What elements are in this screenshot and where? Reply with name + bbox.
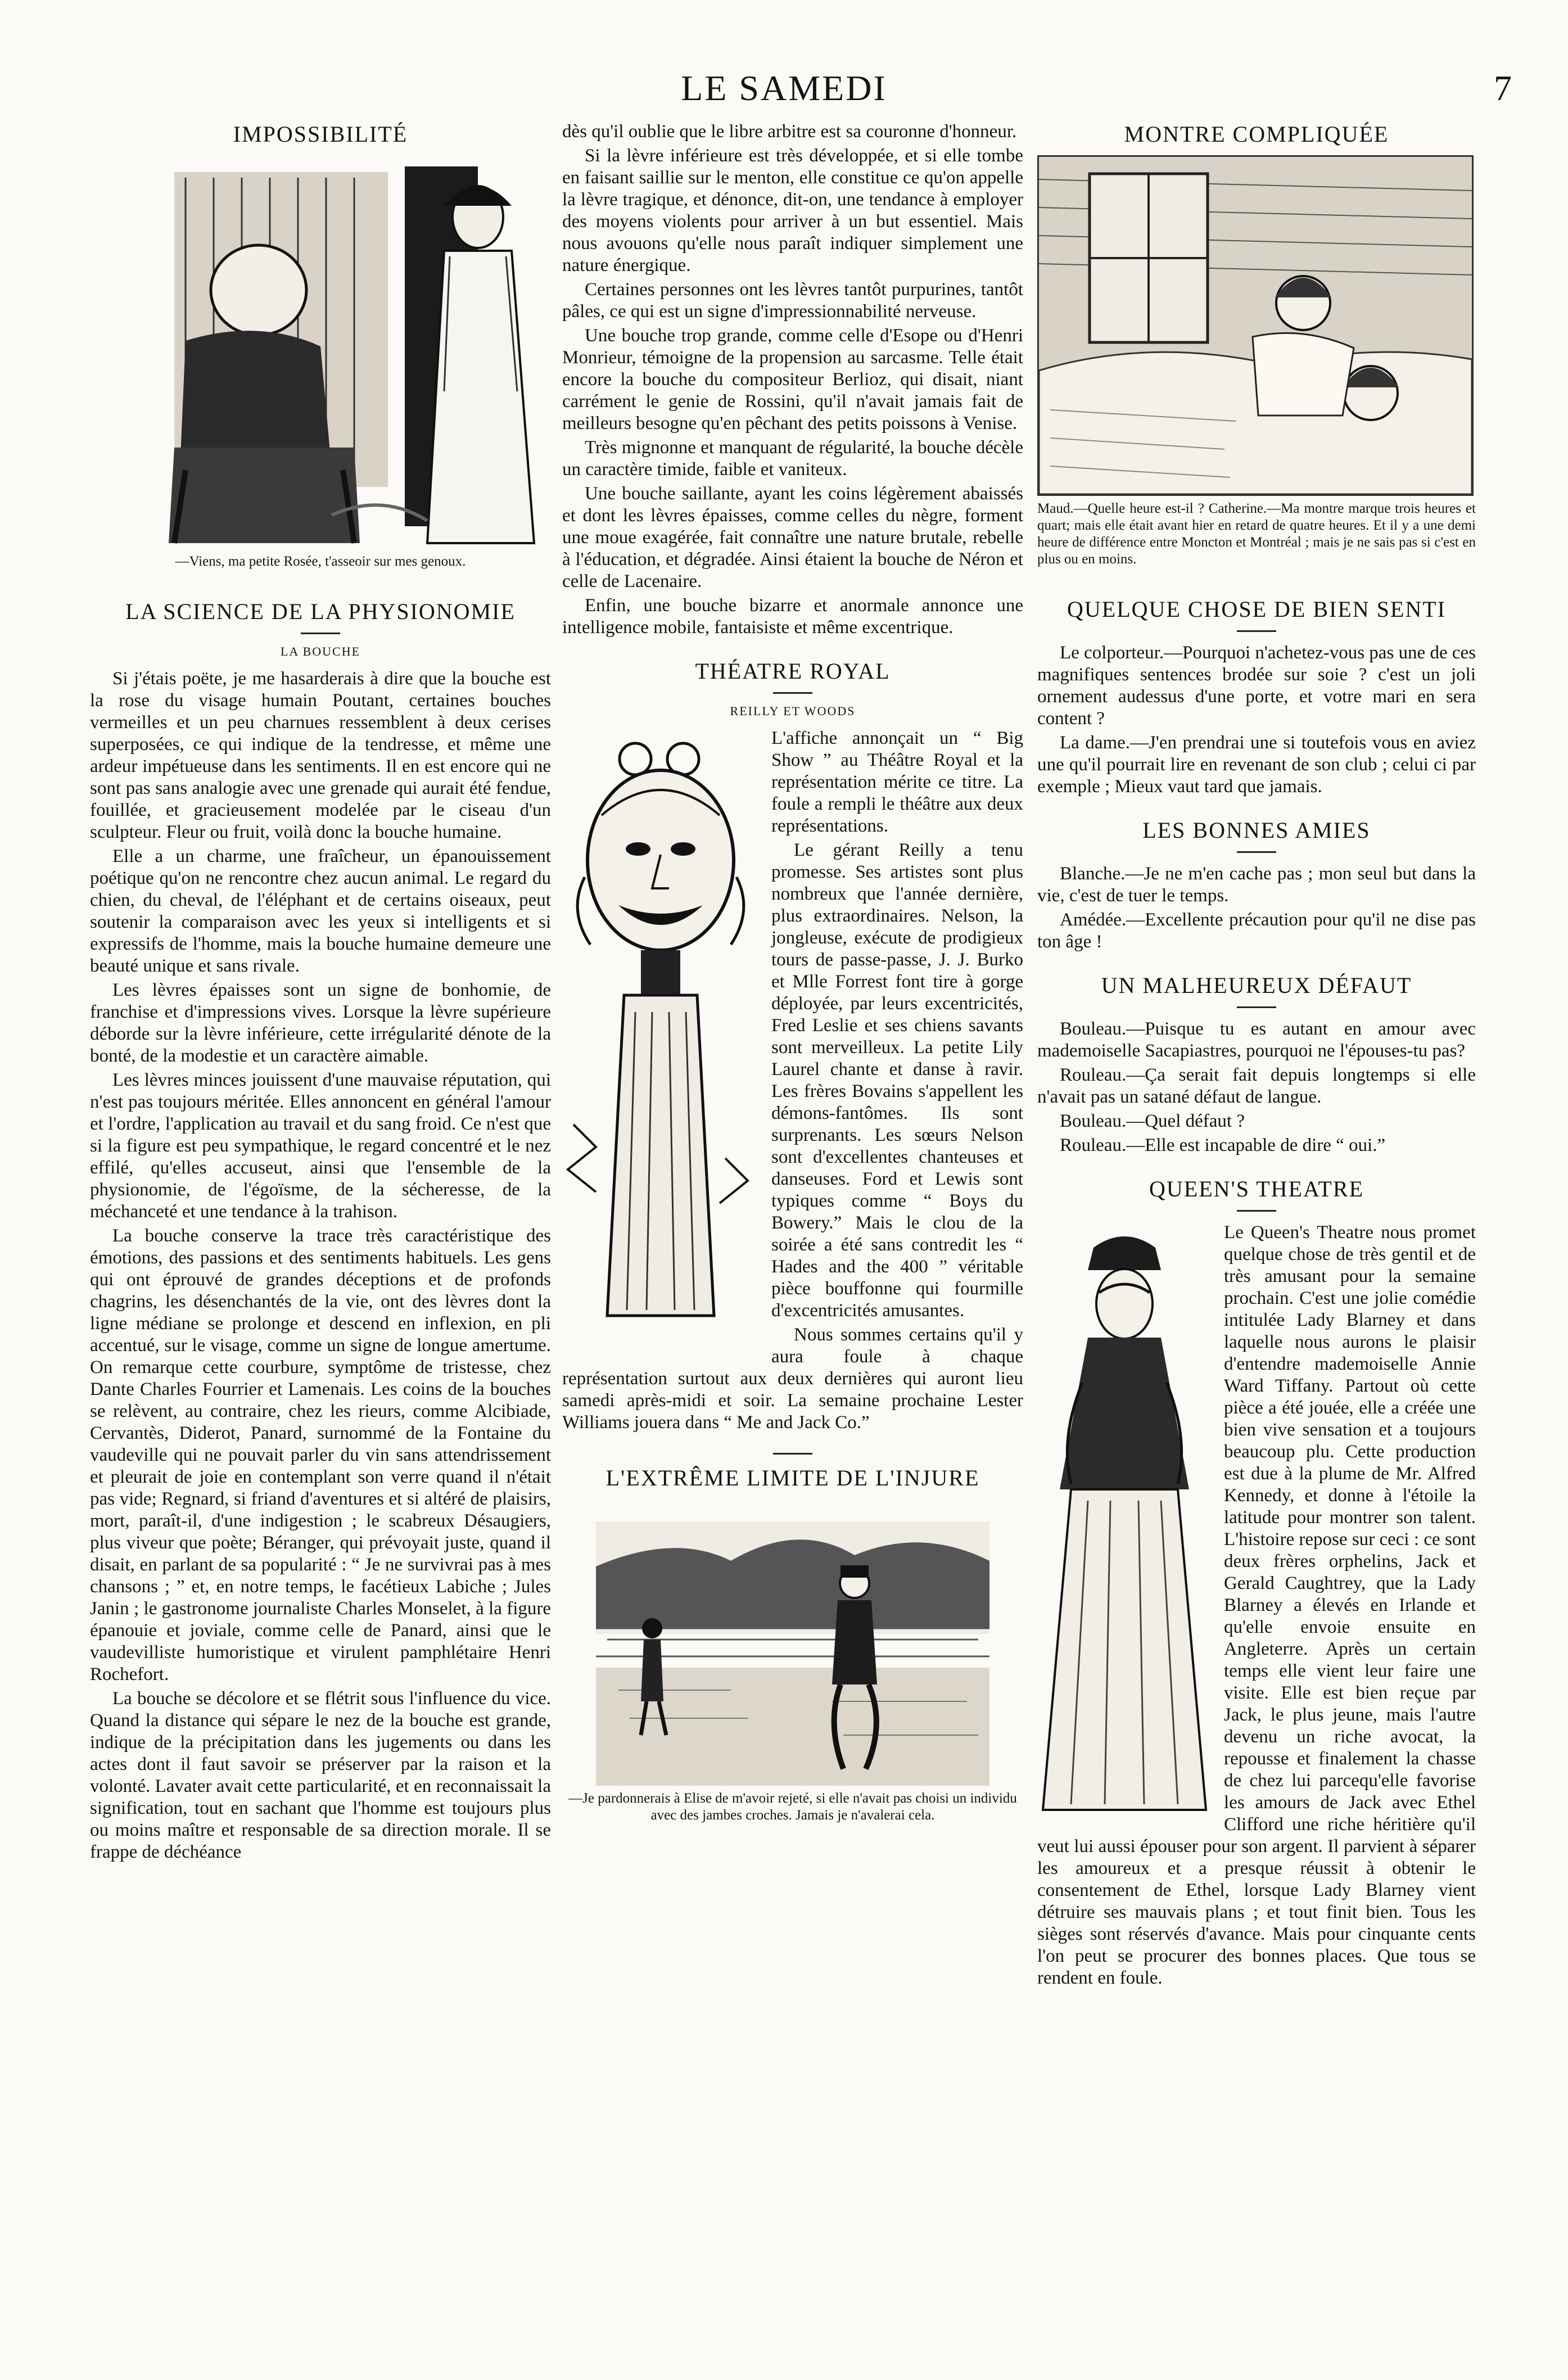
science-paragraph-3: Les lèvres épaisses sont un signe de bonhomie, de franchise et d'impressions vives. Lorsque la lèvre supérieure déborde sur la lèvre inférieure, cette irrégularité dénote de la bonté, de la modestie et un caractère aimable. [90,980,551,1066]
science-continued-5: Très mignonne et manquant de régularité, la bouche décèle un caractère timide, faible et vaniteux. [562,437,1023,480]
injure-illustration [562,1499,1023,1786]
theatre-royal-subheading: REILLY ET WOODS [730,704,856,718]
science-continued-2: Si la lèvre inférieure est très développée, et si elle tombe en faisant saillie sur le menton, elle constitue ce qu'on appelle la lèvre tragique, et dénonce, dit-on, une tendance à employer des moyens violents pour arriver à un but essentiel. Mais nous avouons qu'elle nous paraît indiquer simplement une nature énergique. [562,146,1023,276]
bonnes-amies-paragraph-1: Blanche.—Je ne m'en cache pas ; mon seul but dans la vie, c'est de tuer le temps. [1037,864,1476,906]
science-paragraph-6: La bouche se décolore et se flétrit sous l'influence du vice. Quand la distance qui sépare le nez de la bouche est grande, indique de la précipitation dans les jugements ou dans les actes dont il faut savoir se préserver par la raison et la volonté. Lavater avait cette particularité, et en reconnaissait la signification, tout en sachant que l'homme est toujours plus ou moins maître et responsable de sa direction morale. Il se frappe de déchéance [90,1688,551,1862]
bonnes-amies-paragraph-2: Amédée.—Excellente précaution pour qu'il ne dise pas ton âge ! [1037,910,1476,952]
heading-rule [301,633,340,634]
theatre-royal-body [562,728,1023,1436]
science-paragraph-2: Elle a un charme, une fraîcheur, un épanouissement poétique qu'on ne rencontre chez aucun animal. Le regard du chien, du cheval, de l'éléphant et de certains oiseaux, peut soutenir la comparaison avec les yeux si intelligents et si expressifs de l'homme, mais la bouche humaine demeure une beauté unique et sans rivale. [90,846,551,976]
science-paragraph-4: Les lèvres minces jouissent d'une mauvaise réputation, qui n'est pas toujours méritée. Elles annoncent en général l'amour et l'ordre, l'application au travail et du sang froid. Ce n'est que si la figure est peu sympathique, le regard concentré et le nez effilé, qu'elles accuseut, ainsi que l'ensemble de la physionomie, de l'égoïsme, de la sécheresse, de la méchanceté et une tendance à la trahison. [90,1070,551,1222]
queens-theatre-body [1037,1222,1476,1991]
column-1 [90,121,551,1866]
heading-rule [1237,630,1276,632]
bonnes-amies-heading: LES BONNES AMIES [1142,818,1371,843]
montre-illustration [1037,155,1474,496]
science-subheading: LA BOUCHE [280,644,361,658]
impossibilite-caption: —Viens, ma petite Rosée, t'asseoir sur mes genoux. [175,554,466,569]
section-rule [773,1453,812,1455]
defaut-paragraph-4: Rouleau.—Elle est incapable de dire “ oui.” [1060,1135,1386,1155]
science-paragraph-5: La bouche conserve la trace très caractéristique des émotions, des passions et des sentiments habituels. Les gens qui ont éprouvé de grandes déceptions et de profonds chagrins, les désenchantés de la vie, ont des lèvres dont la ligne médiane se prolonge et descend en inflexion, en pli accentué, sur le visage, comme un signe de longue amertume. On remarque cette courbure, symptôme de tristesse, chez Dante Charles Fourrier et Lamenais. Les coins de la bouches se relèvent, au contraire, chez les rieurs, comme Alcibiade, Cervantès, Diderot, Panard, surnommé de la Fontaine du vaudeville qui ne pouvait parler du vin sans attendrissement et pleurait de joie en contemplant son verre quand il n'était pas vide; Regnard, si friand d'aventures et si altéré de plaisirs, mort, paraît-il, d'une indigestion ; le scabreux Désaugiers, plus viveur que poète; Béranger, qui prévoyait juste, quand il disait, en parlant de sa popularité : “ Je ne survivrai pas à mes chansons ; ” et, en notre temps, le facétieux Labiche ; Jules Janin ; le gastronome journaliste Charles Monselet, à la figure épanouie et joviale, comme celle de Panard, ainsi que le vaudevilliste humoristique et virulent pamphlétaire Henri Rochefort. [90,1226,551,1684]
montre-caption: Maud.—Quelle heure est-il ? Catherine.—Ma montre marque trois heures et quart; mais elle était avant hier en retard de quatre heures. Et il y a une demi heure de différence entre Moncton et Montréal ; mais je ne sais pas si c'est en plus ou en moins. [1037,501,1476,567]
lady-illustration [1037,1225,1212,1816]
montre-heading: MONTRE COMPLIQUÉE [1124,121,1389,147]
caricature-illustration [562,731,759,1344]
heading-rule [1237,1006,1276,1008]
page-number: 7 [1494,68,1512,108]
science-continued-7: Enfin, une bouche bizarre et anormale annonce une intelligence mobile, fantaisiste et même excentrique. [562,595,1023,638]
queens-theatre-heading: QUEEN'S THEATRE [1149,1176,1364,1202]
impossibilite-heading: IMPOSSIBILITÉ [233,121,408,147]
theatre-royal-paragraph-2: Le gérant Reilly a tenu promesse. Ses artistes sont plus nombreux que l'année dernière, plus extraordinaires. Nelson, la jongleuse, exécute de prodigieux tours de passe-passe, J. J. Burko et Mlle Forrest font tire à gorge déployée, par leurs excentricités, Fred Leslie et ses chiens savants sont merveilleux. La petite Lily Laurel chante et danse à ravir. Les frères Bovains s'appellent les démons-fantômes. Ils sont surprenants. Les sœurs Nelson sont d'excellentes chanteuses et danseuses. Ford et Lewis sont typiques comme “ Boys du Bowery.” Mais le clou de la soirée a été sans contredit les “ Hades and the 400 ” véritable pièce bouffonne qui fourmille d'excentricités amusantes. [771,840,1023,1321]
queens-theatre-paragraph: Le Queen's Theatre nous promet quelque chose de très gentil et de très amusant pour la semaine prochain. C'est une jolie comédie intitulée Lady Blarney et dans laquelle nous aurons le plaisir d'entendre mademoiselle Annie Ward Tiffany. Partout où cette pièce a été jouée, elle a créée une bien vive sensation et a toujours beaucoup plu. Cette production est due à la plume de Mr. Alfred Kennedy, et donne à l'étoile la latitude pour montrer son talent. L'histoire repose sur ceci : ce sont deux frères orphelins, Jack et Gerald Caughtrey, que la Lady Blarney a élevés en Irlande et qu'elle envoie ensuite en Angleterre. Après un certain temps elle vient leur faire une visite. Elle est bien reçue par Jack, le plus jeune, mais l'autre devenu un riche avocat, la repousse et finalement la chasse de chez lui parcequ'elle favorise les amours de Jack avec Ethel Clifford une riche héritière qu'il veut lui aussi épouser pour son argent. Il parvient à séparer les amoureux et a presque réussit à obtenir le consentement de Ethel, lorsque Lady Blarney vient détruire ses mauvais plans ; et tout finit bien. Tous les sièges sont réservés d'avance. Mais pour cinquante cents l'on peut se procurer des bonnes places. Que tous se rendent en foule. [1037,1222,1476,1988]
quelque-chose-heading: QUELQUE CHOSE DE BIEN SENTI [1067,597,1446,622]
science-continued-1: dès qu'il oublie que le libre arbitre est sa couronne d'honneur. [562,121,1017,142]
injure-caption: —Je pardonnerais à Elise de m'avoir rejeté, si elle n'avait pas choisi un individu avec des jambes croches. Jamais je n'avalerai cela. [568,1791,1017,1823]
science-heading: LA SCIENCE DE LA PHYSIONOMIE [125,599,516,624]
defaut-paragraph-1: Bouleau.—Puisque tu es autant en amour avec mademoiselle Sacapiastres, pourquoi ne l'épouses-tu pas? [1037,1019,1476,1061]
masthead-title: LE SAMEDI [681,68,887,108]
theatre-royal-paragraph-3: Nous sommes certains qu'il y aura foule à chaque représentation surtout aux deux dernières qui auront lieu samedi après-midi et soir. La semaine prochaine Lester Williams jouera dans “ Me and Jack Co.” [562,1325,1023,1433]
science-continued-3: Certaines personnes ont les lèvres tantôt purpurines, tantôt pâles, ce qui est un signe d'impressionnabilité nerveuse. [562,279,1023,322]
science-continued-4: Une bouche trop grande, comme celle d'Esope ou d'Henri Monrieur, témoigne de la propension au sarcasme. Telle était encore la bouche du compositeur Berlioz, qui disait, niant carrément le genie de Rossini, qu'il n'avait jamais fait de meilleurs besogne qu'en pêchant des petits poissons à Venise. [562,326,1023,433]
column-2 [562,121,1023,1835]
heading-rule [1237,851,1276,853]
theatre-royal-paragraph-1: L'affiche annonçait un “ Big Show ” au Théâtre Royal et la représentation mérite ce titre. La foule a rempli le théâtre aux deux représentations. [771,728,1023,836]
heading-rule [773,692,812,694]
column-3 [1037,121,1476,1991]
theatre-royal-heading: THÉATRE ROYAL [695,658,891,684]
science-continued-6: Une bouche saillante, ayant les coins légèrement abaissés et dont les lèvres épaisses, comme celles du nègre, forment une moue exagérée, fait connaître une nature brutale, rebelle à l'éducation, et dégradée. Ainsi étaient la bouche de Néron et celle de Lacenaire. [562,484,1023,591]
defaut-paragraph-2: Rouleau.—Ça serait fait depuis longtemps si elle n'avait pas un satané défaut de langue. [1037,1065,1476,1107]
science-paragraph-1: Si j'étais poëte, je me hasarderais à dire que la bouche est la rose du visage humain Poutant, certaines bouches vermeilles et un peu charnues ressemblent à deux cerises superposées, ce qui indique de la tendresse, et même une ardeur impétueuse dans les sentiments. Il en est encore qui ne sont pas sans analogie avec une grenade qui aurait été fendue, fouillée, et gracieusement modelée par le ciseau d'un sculpteur. Fleur ou fruit, voilà donc la bouche humaine. [90,669,551,842]
quelque-chose-paragraph-1: Le colporteur.—Pourquoi n'achetez-vous pas une de ces magnifiques sentences brodée sur soie ? c'est un joli ornement audessus d'une porte, et votre mari en sera content ? [1037,643,1476,729]
injure-heading: L'EXTRÊME LIMITE DE L'INJURE [605,1465,980,1491]
impossibilite-illustration [90,155,551,549]
defaut-paragraph-3: Bouleau.—Quel défaut ? [1060,1111,1245,1131]
defaut-heading: UN MALHEUREUX DÉFAUT [1101,973,1412,998]
heading-rule [1237,1210,1276,1212]
quelque-chose-paragraph-2: La dame.—J'en prendrai une si toutefois vous en aviez une qu'il pourrait lire en revenant de son club ; celui ci par exemple ; Mieux vaut tard que jamais. [1037,733,1476,797]
masthead [56,67,1512,118]
